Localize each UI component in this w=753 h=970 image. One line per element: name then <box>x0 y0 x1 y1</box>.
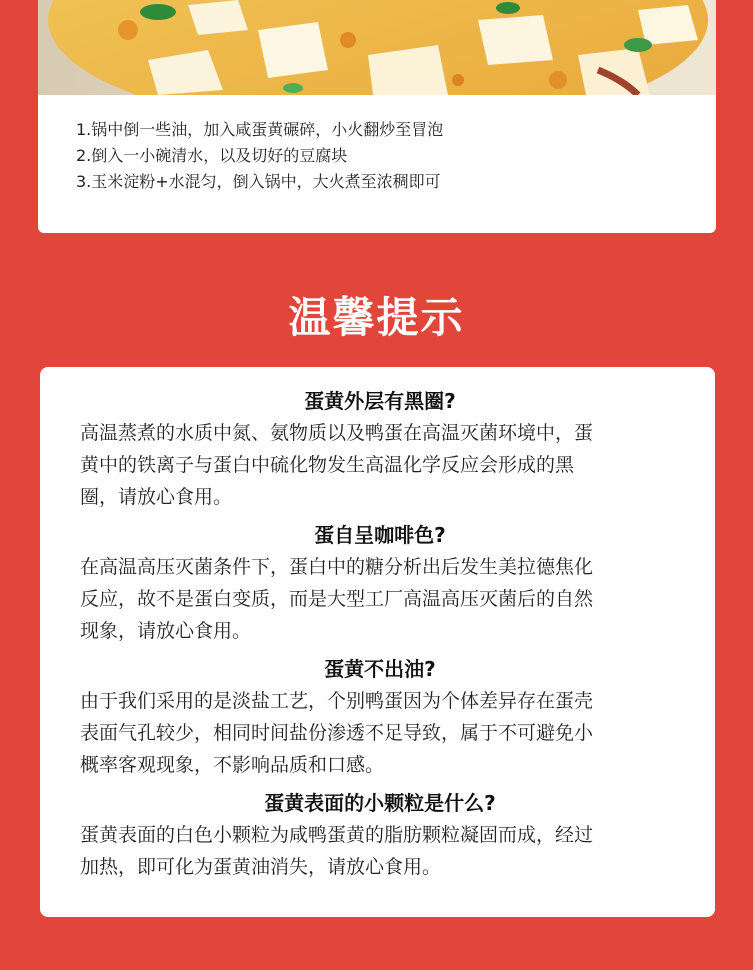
section-title: 温馨提示 <box>288 293 465 342</box>
tip-question: 蛋黄外层有黑圈? <box>304 389 456 413</box>
tip-answer <box>80 417 680 513</box>
tofu-dish-illustration <box>38 0 716 95</box>
answer-line: 表面气孔较少，相同时间盐份渗透不足导致，属于不可避免小 <box>80 722 594 744</box>
answer-line: 蛋黄表面的白色小颗粒为咸鸭蛋黄的脂肪颗粒凝固而成，经过 <box>80 824 594 846</box>
tip-item <box>80 655 680 781</box>
tip-answer <box>80 685 680 781</box>
recipe-step: 1.锅中倒一些油，加入咸蛋黄碾碎，小火翻炒至冒泡 <box>76 120 444 139</box>
tip-question: 蛋黄表面的小颗粒是什么? <box>264 791 496 815</box>
answer-line: 概率客观现象，不影响品质和口感。 <box>80 754 385 776</box>
answer-line: 由于我们采用的是淡盐工艺，个别鸭蛋因为个体差异存在蛋壳 <box>80 690 594 712</box>
recipe-steps-card <box>38 95 716 233</box>
tip-item <box>80 387 680 513</box>
recipe-step: 3.玉米淀粉+水混匀，倒入锅中，大火煮至浓稠即可 <box>76 172 441 191</box>
tip-item <box>80 789 680 883</box>
recipe-step: 2.倒入一小碗清水，以及切好的豆腐块 <box>76 146 348 165</box>
tip-answer <box>80 819 680 883</box>
answer-line: 高温蒸煮的水质中氮、氨物质以及鸭蛋在高温灭菌环境中，蛋 <box>80 422 594 444</box>
answer-line: 反应，故不是蛋白变质，而是大型工厂高温高压灭菌后的自然 <box>80 588 594 610</box>
answer-line: 黄中的铁离子与蛋白中硫化物发生高温化学反应会形成的黑 <box>80 454 575 476</box>
tip-answer <box>80 551 680 647</box>
answer-line: 在高温高压灭菌条件下，蛋白中的糖分析出后发生美拉德焦化 <box>80 556 594 578</box>
dish-photo <box>38 0 716 95</box>
tip-question: 蛋自呈咖啡色? <box>314 523 446 547</box>
answer-line: 现象，请放心食用。 <box>80 620 252 642</box>
recipe-steps-list <box>38 95 716 195</box>
tip-question: 蛋黄不出油? <box>324 657 436 681</box>
tip-item <box>80 521 680 647</box>
answer-line: 加热，即可化为蛋黄油消失，请放心食用。 <box>80 856 442 878</box>
tips-card <box>40 367 715 917</box>
answer-line: 圈，请放心食用。 <box>80 486 233 508</box>
